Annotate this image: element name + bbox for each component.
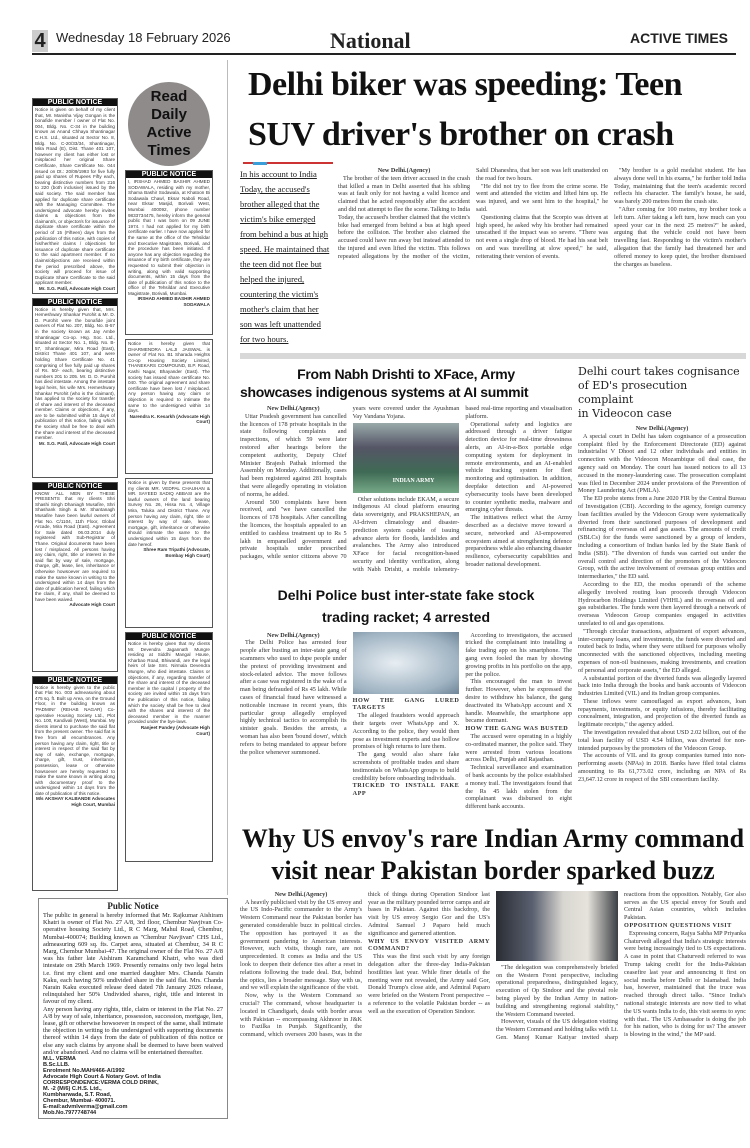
signature-line: CORRESPONDENCE:VERMA COLD DRINK, [43, 1080, 159, 1087]
right-story [578, 365, 746, 811]
notice-title: PUBLIC NOTICE [33, 99, 117, 106]
notice-title: PUBLIC NOTICE [126, 633, 212, 640]
paragraph: A heavily publicised visit by the US envoy and the US Indo-Pacific commander to the Army's Western Command near the Pakistan border has generated considerable buzz in political circles. The opposition has portrayed it as the government pandering to American interests. However, such visits, though rare, are not unprecedented. It comes as India and the US look to deepen their defence ties after a reset in relations following the trade deal. But, behind the optics, lies a broader message. Stay with us, and we will explain the significance of the visit. [240, 898, 362, 992]
article-body [578, 425, 746, 784]
paragraph: However, visuals of the US delegation visiting the Western Command and holding talks with Lt. Gen. Manoj Kumar Katiyar invited sharp reactions from the opposition. Notably, Gor also serves as the US special envoy for South and Central Asian countries, which includes Pakistan. [496, 890, 746, 1042]
article-body [240, 891, 746, 1042]
paragraph: The alleged fraudsters would approach their targets over WhatsApp and X. According to the police, they would then pose as investment experts and use hollow promises of high returns to lure them. [352, 712, 460, 751]
dateline: New Delhi.(Agency) [377, 167, 431, 174]
left-stories [240, 365, 572, 811]
article-body [240, 405, 572, 574]
accent-rule [243, 162, 333, 164]
promo-line: Active [146, 124, 192, 141]
headline-stock-racket[interactable] [240, 584, 572, 628]
paragraph: According to investigators, the accused tricked the complainant into installing a fake trading app on his smartphone. The gang even fooled the man by showing growing profits in his portfolio on the app, per the police. [465, 631, 572, 678]
notice-body: Notice is hereby given that, Mrs. Hemeshwary Shankar Purohit & Mr. D. D. Purohit were the bonafide joint owners of Flat No. 207, Bldg. No. B-57 in the society known as Jay Ambe Shantinagar Co-op. Hsg. Soc. Ltd., situated at Sector No. 1, Bldg. No. B-57, Shantinagar, Mira Road (East), District Thane 401 107, and were holding Share Certificate No. 41 comprising of five fully paid up shares of Rs. 50/- each, bearing distinctive numbers 201 to 205. Mr. D. D. Purohit has died intestate. Among the intestate legal heirs, his wife Mrs. Hemeshwary Shankar Purohit (who is the claimant), has applied to the society for transfer of share and interest of the deceased member. Claims or objections, if any, are to be submitted within 15 days of publication of this notice, failing which the society shall be free to deal with the share and interest of the deceased member. [35, 306, 115, 441]
dateline: New Delhi.(Agency) [267, 631, 320, 639]
promo-circle [128, 82, 210, 166]
headline-line: trading racket; 4 arrested [321, 608, 491, 625]
notice-body: Notice is hereby given to the public that Flat No. 003 admeasuring about 475 sq. ft. Built up Area, on the Ground Floor, in the building known as 'PADMINI' (REHAB NAGAR) Co-operative Housing Society Ltd., Plot No. 100, Kandivali (West), Mumbai. My clients intend to purchase the said flat from the present owner. The said flat is free from all encumbrances. Any person having any claim, right, title or interest in respect of the said flat by way of sale, exchange, mortgage, charge, gift, trust, inheritance, possession, lease or otherwise howsoever are hereby requested to make the same known in writing along with documentary proof to the undersigned within 14 days from the date of publication of this notice. [35, 684, 115, 796]
army-stall-photo [353, 423, 460, 493]
paragraph: "The delegation was comprehensively briefed on the Western Front perspective, including operational preparedness, distinguished legacy, execution of Op Sindoor and the pivotal role being played by the Indian Army in nation-building and strengthening regional stability," the Western Command tweeted. [496, 963, 618, 1018]
paragraph: This encouraged the man to invest further. However, when he expressed the desire to withdraw his balance, the gang deactivated its WhatsApp account and X handle. Meanwhile, the smartphone app became dormant. [465, 678, 572, 725]
paragraph: Now, why is the Western Command so crucial? The command, whose headquarter is located in Chandigarh, deals with border areas with Pakistan -- encompassing Akhnoor in J&K to Fazilka in Punjab. Significantly, the command, which oversees 200 bases, was in the thick of things during Operation Sindoor last year as the military pounded terror camps and air bases in Pakistan. Against this backdrop, the visit by US envoy Sergio Gor and the US's Admiral Samuel J Paparo held much significance and garnered attention. [240, 890, 490, 1039]
headline-line: in Videocon case [578, 407, 672, 420]
notice-signature: Shree Ram Tripathi (Advocate, Bombay High Court) [143, 547, 210, 558]
dateline: New Delhi.(Agency) [635, 425, 689, 432]
promo-line: Times [147, 142, 191, 159]
column-divider [227, 60, 228, 895]
public-notice [125, 632, 213, 862]
signature-line: Enrolment No.MAH/466-A/1992 [43, 1068, 125, 1075]
signature-line: Mob.No.7977748744 [43, 1110, 97, 1117]
headline-line: SUV driver's brother on crash [248, 116, 674, 153]
notice-title: PUBLIC NOTICE [33, 483, 117, 490]
notice-body: Notice is hereby given that DHARMENDRA LALJI JAISWAL is owner of Flat No. B1 Sharada Heights Co-op Housing Society Limited, THANEKARS COMPOUND, B.P. Road, Kashi Nagar, Bhayander (East). The society has issued share certificate No. 040. The original agreement and share certificate have been lost / misplaced. Any person having any claim or objection is required to intimate the same to the undersigned within 14 days. [128, 341, 210, 414]
header-rule [32, 53, 736, 55]
paragraph: The accused were operating in a highly co-ordinated manner, the police said. They were arrested from various locations across Delhi, Punjab and Rajasthan. [465, 732, 572, 764]
section-band [240, 353, 746, 359]
signature-line: Advocate High Court & Notary Govt. of India [43, 1074, 161, 1081]
paragraph: Around 500 complaints have been received, and "we have cancelled the licences of 178 hospitals. After cancelling the licences, the hospitals appealed to an entitled to cashless treatment up to Rs 5 lakh in empanelled government and private hospitals under prescribed packages, while senior citizens above 70 years were covered under the Ayushman Vay Vandana Yojana. [240, 405, 460, 561]
main-news-area [240, 60, 746, 1042]
handcuffs-photo [353, 632, 460, 694]
notice-title: PUBLIC NOTICE [33, 299, 117, 306]
headline-line: visit near Pakistan border sparked buzz [271, 855, 715, 885]
page-number: 4 [32, 30, 48, 52]
notice-body: I, IRSHAD AHMED BASHIR AHMED SODAWALA, residing with my mother, Shama Bashir Sodawala, at Khatoon Bi Sodawala Chawl, Eksar Naboli Road, near Eksar Masjid, Borivali West, Mumbai 400092, phone number 9833734475, hereby inform the general public that I was born on 09 JUNE 1974. I had not applied for my birth certificate earlier. I have now applied for the same at the office of the Tehsildar and Executive Magistrate, Borivali, and the procedure has been initiated. If anyone has any objection regarding the issuance of my birth certificate, they are requested to submit their objection in writing, along with valid supporting documents, within 15 days from the date of publication of this notice to the office of the Tehsildar and Executive Magistrate, Borivali, Mumbai. [128, 179, 210, 296]
section-title: National [330, 28, 411, 53]
paragraph: The gang would also share fake screenshots of profitable trades and share testimonials on WhatsApp groups to build credibility before onboarding individuals. [352, 751, 460, 782]
paragraph: Other solutions include EKAM, a secure indigenous AI cloud platform ensuring data sovereignty, and PRAKSHEPAN, an AI-driven climatology and disaster-prediction system capable of issuing advance alerts for floods, landslides and avalanches. The Army also introduced XFace for facial recognition-based security and identity verification, along with Nabh Drishti, a mobile telemetry-based real-time reporting and visualisation platform. [352, 405, 572, 573]
paragraph: "He did not try to flee from the crime scene. He went and attended the victim and lifted him up. He was injured, and we sent him to the hospital," he said. [476, 182, 608, 213]
paragraph: The accounts of VIL and its group companies turned into non-performing assets (NPAs) in 2018. Banks have filed total claims amounting to Rs 61,773.02 crore, including an NPA of Rs 23,647.12 crore in respect of the SBI consortium facility. [578, 752, 746, 783]
paragraph: This was the first such visit by any foreign delegation after the three-day India-Pakistan hostilities last year. While finer details of the meeting were not revealed, the Army said Gor, Donald Trump's close aide, and Admiral Paparo were briefed on the Western Front perspective -- a reference to the volatile Pakistan border -- as well as the execution of Operation Sindoor. [368, 953, 490, 1015]
headline-line: Delhi court takes cognisance [578, 365, 740, 378]
article-summary: In his account to India Today, the accused's brother alleged that the victim's bike emerged from behind a bus at high speed. He maintained that the teen did not flee but helped the injured, countering the victim's mother's claim that her son was left unattended for two hours. [240, 169, 330, 344]
signature-line: B.Sc.LLB. [43, 1062, 70, 1069]
paragraph: Questioning claims that the Scorpio was driven at high speed, he asked why his brother had remained unscathed if the impact was so severe. "There was not even a single drop of blood. He had his seat belt on and was travelling at slow speed," he said, reiterating their version of events. [476, 213, 608, 260]
paragraph: The ED probe stems from a June 2020 FIR by the Central Bureau of Investigation (CBI). According to the agency, foreign currency loan facilities availed by the Videocon Group were systematically diverted from their sanctioned purposes of development and refinancing of overseas oil and gas assets. The amounts of credit (SBLCs) for the funds were sanctioned by a group of lenders, including a consortium of Indian banks led by the State Bank of India (SBI). "The diversion of funds was carried out under the overall control and direction of the promoters of the Videocon Group, with the active involvement of overseas group entities and intermediaries," the ED said. [578, 495, 746, 581]
subheading: HOW THE GANG LURED TARGETS [352, 696, 460, 712]
promo-line: Daily [151, 106, 187, 123]
public-notice [32, 482, 118, 672]
headline-videocon[interactable] [578, 365, 746, 421]
public-notice [32, 98, 118, 294]
notice-signature: Advocate High Court [69, 602, 115, 608]
signature-line: Kumbharwada, S.T. Road, [43, 1092, 112, 1099]
paragraph: Expressing concern, Rajya Sabha MP Priyanka Chaturvedi alleged that India's strategic interests were being increasingly tied to US expectations. A case in point that Chaturvedi referred to was Trump taking credit for the India-Pakistan ceasefire last year and announcing it first on social media before Delhi or Islamabad. India has, however, maintained that the truce was reached through direct talks. "Since India's national strategic interests are now tied to what the US wants India to do, this visit seems to sync with that.. The US Ambassador is doing the job for his nation, who is doing for us? The answer is blowing in the wind," the MP said. [624, 929, 746, 1039]
signature-line: M.L. VERMA [43, 1056, 76, 1063]
notice-body: Notice is hereby given that my clients Mr. Devendra Jagannath Mungre residing at Siddhi Mangal House, Kharbao Road, Bhiwandi, are the legal heirs of late Smt. Nirmala Devendra Mungre, who died intestate. Claims or objections, if any, regarding transfer of the share and interest of the deceased member in the capital / property of the society are invited within 15 days from the publication of this notice, failing which the society shall be free to deal with the shares and interest of the deceased member in the manner provided under the bye-laws. [128, 641, 210, 725]
dateline: New Delhi.(Agency) [267, 405, 320, 412]
paragraph: The Delhi Police has arrested four people after busting an inter-state gang of scammers who used to dupe people under the pretext of providing investment and stock-related advice. The move follows after a case was registered in the wake of a man being defrauded of Rs 45 lakh. While cases of financial fraud have witnessed a noticeable increase in recent years, this particular group allegedly employed highly technical tactics to accomplish its sinister goals. Besides the arrests, a woman has also been 'bound down', which refers to being mandated to appear before the police whenever summoned. [240, 639, 347, 756]
article-body [338, 167, 746, 347]
promo-line: Read [150, 88, 188, 105]
subheading: TRICKED TO INSTALL FAKE APP [352, 782, 460, 798]
paragraph: According to the ED, the modus operandi of the scheme allegedly involved routing loan proceeds through Videocon Hydrocarbon Holdings Limited (VHHL) and its overseas oil and gas subsidiaries. The funds were then layered through a network of overseas Videocon Group companies engaged in activities unrelated to oil and gas operations. [578, 580, 746, 627]
public-notice [32, 676, 118, 891]
paragraph: The investigation revealed that about USD 2.02 billion, out of the total loan facility of USD 4.54 billion, was diverted for non-intended purposes by the promoters of the Videocon Group. [578, 729, 746, 752]
public-notice-large [38, 898, 228, 1119]
notice-body: Notice is given on behalf of my client that, Mr. Manisha Vijay Gongan is the bonafide member / owner of Flat No. 004, Bldg. No. C-34 in the building known as Anand Chhaya Shantinagar C.H.S. Ltd., situated at Sector No. 8, Bldg. No. C-20/33/34, Shantinagar, Mira Road (E), Dist. Thane 401 107, however my client has either lost or misplaced her original Share Certificate, Share Certificate No. 044 issued on Dt.: 20/09/1993 for five fully paid up shares of Rupees Fifty each, bearing distinctive numbers from 216 to 220 (both inclusive) issued by the said society. The said member has applied for duplicate share certificate with the Managing Committee. The undersigned advocate hereby invites claims & objections from the claimant/s, or objector/s for issuance of duplicate share certificate within the period of 15 (Fifteen) days from the publication of this notice, with copies of his/her/their claims / objections for issuance of duplicate share certificate to the said apartment member. If no claims/objections are received within the period prescribed above, the society will proceed for issue of Duplicate Share Certificate to the said applicant member. [35, 107, 115, 286]
paragraph: Uttar Pradesh government has cancelled the licences of 178 private hospitals in the state following complaints and inspections, of which 59 were later restored after hearings before the competent authority, Deputy Chief Minister Brajesh Pathak informed the Assembly on Monday. Additionally, cases had been registered against 281 hospitals that were allegedly operating in violation of norms, he added. [240, 412, 347, 498]
notice-signature: Narendra K. Kesarkh (Advocate High Court) [129, 413, 210, 425]
masthead-brand: ACTIVE TIMES [629, 30, 728, 46]
headline-line: Delhi Police bust inter-state fake stock [277, 586, 535, 603]
paragraph: Technical surveillance and examination of bank accounts by the police established a money trail. The investigators found that the Rs 45 lakh stolen from the complainant was disbursed to eight different bank accounts. [465, 764, 572, 811]
headline-biker[interactable] [240, 60, 746, 160]
photo-caption: INDIAN ARMY [392, 477, 435, 484]
public-notice [125, 478, 213, 628]
paragraph: These inflows were camouflaged as export advances, loan repayments, investments, or equity infusions, thereby facilitating concealment, integration, and projection of the diverted funds as legitimate receipts," the agency added. [578, 697, 746, 729]
headline-line: Delhi biker was speeding: Teen [248, 66, 683, 103]
signature-line: Chembur, Mumbai- 400071. [43, 1098, 116, 1105]
notice-paragraph: The public in general is hereby informed that Mr. Rajkumar Aishiram Khatri is owner of Flat No. 27 A/8, 3rd floor, Chembur Navjivan Co-operative housing Society Ltd., R C Marg, Mahul Road, Chembur, Mumbai-400074; Building known as "Chembur Navjivan" CHS Ltd., admeasuring 609 sq. fts. Carpet area, situated at Chembur, 34 R C Marg, Chembur Mumbai-47. The original owner of the Flat No. 27 A/8 was his father late Aishiram Karamchand Khatri, who was died intestate on 29th March 1969. Presently remains only two legal heirs i.e. first my client and one married daughter Mrs. Chanda Narain Kaku, each having 50% undivided share in the said flat. Mrs. Chanda Narain Kaku executed release deed dated 7th January 2026 release, relinquished her 50% Undivided shares, right, title and interest in favour of my client. [43, 912, 223, 1006]
paragraph: "After coming for 100 metres, my brother took a left turn. After taking a left turn, how much can you speed your car in the next 25 metres?" he asked, arguing that the vehicle could not have been travelling fast. Responding to the victim's mother's allegation that the family had threatened her and offered money to keep quiet, the brother dismissed the charges as baseless. [614, 205, 746, 268]
headline-line: From Nabh Drishti to XFace, Army [297, 366, 515, 382]
paragraph: "Through circular transactions, adjustment of export advances, inter-company loans, and investments, the funds were diverted and routed back to India, where they were utilised for purposes wholly unconnected with the sanctioned objectives, including meeting expenses of non-oil businesses, making investments, and creation of personal and corporate assets," the ED alleged. [578, 627, 746, 674]
headline-army-ai[interactable] [240, 365, 572, 401]
public-notice [125, 170, 213, 335]
envoy-meeting-photo [496, 891, 618, 961]
notice-body: KNOW ALL MEN BY THESE PRESENTS that my clients Shri Shashi Singh Dhaniagh Musafire, Shri Shashank Singh & Mr. Shantanagh Musafire have been lawful owners of Flat No. C/1104, 11th Floor, Global Arcade, Mira Road (East). Agreement for Sale dated 06.03.2014 duly registered with Sub-Registrar of Thane. Original documents have been lost / misplaced. All persons having any claim, right, title or interest in the said flat by way of sale, mortgage, charge, gift, lease, lien, inheritance or otherwise howsoever are required to make the same known in writing to the undersigned within 14 days from the date of publication hereof, failing which the claim, if any, shall be deemed to have been waived. [35, 490, 115, 602]
notices-column-a [32, 98, 118, 895]
subheading: HOW THE GANG WAS BUSTED [465, 725, 569, 733]
notice-paragraph: Any person having any rights, title, claim or interest in the Flat No. 27 A/8 by way of sale, inheritance, possession, succession, mortgage, lien, lease, gift or otherwise howsoever in respect of the same, shall intimate the objection in writing to the undersigned with supporting documents thereof within 14 days from the date of publication of this notice or else any such claims by anyone shall be deemed to have been waived and/or abandoned. And no claims will be entertained thereafter. [43, 1005, 223, 1056]
notices-column-b [125, 170, 213, 866]
paragraph: The brother of the teen driver accused in the crash that killed a man in Delhi asserted that his sibling was at fault only for not having a valid licence and claimed that he acted responsibly after the accident and did not attempt to flee the scene. Talking to India Today, the accused's brother claimed that the victim's bike had emerged from behind a bus at high speed before the collision. The brother also claimed the accused could have run away but instead attended to the injured and even lifted the victim. This follows repeated allegations by the mother of the victim, Sahil Dhaneshra, that her son was left unattended on the road for two hours. [338, 167, 608, 260]
paragraph: A substantial portion of the diverted funds was allegedly layered back into India through the books and bank accounts of Videocon Industries Limited (VIL) and its Indian group companies. [578, 674, 746, 698]
paragraph: A special court in Delhi has taken cognisance of a prosecution complaint filed by the Enforcement Directorate (ED) against industrialist V Dhoot and 12 other individuals and entities in connection with the Videocon Mozambique oil deal case, the agency said on Monday. The court has issued notices to all 13 accused in the money-laundering case. The prosecution complaint was filed in December 2024 under provisions of the Prevention of Money Laundering Act (PMLA). [578, 432, 746, 495]
headline-us-envoy[interactable] [240, 823, 746, 887]
paragraph: "My brother is a gold medalist student. He has always done well in his exams," he further told India Today, maintaining that the teen's academic record reflects his character. The family's house, he said, was barely 200 metres from the crash site. [614, 167, 746, 206]
paragraph: Operational safety and logistics are addressed through a driver fatigue detection device for real-time drowsiness alerts, an AI-in-a-Box portable edge computing system for deployment in remote environments, and an AI-enabled vehicle tracking system for fleet monitoring and optimisation. In addition, deepfake detection and AI-powered cybersecurity tools have been developed to counter synthetic media, malware and emerging cyber threats. [465, 420, 572, 514]
public-notice [125, 339, 213, 474]
subheading: WHY US ENVOY VISITED ARMY COMMAND? [368, 937, 490, 953]
public-notice [32, 298, 118, 478]
signature-line: M. -2 (M/6) C.H.S. Ltd., [43, 1086, 102, 1093]
headline-line: showcases indigenous systems at AI summit [240, 384, 529, 400]
notice-title: Public Notice [107, 901, 159, 911]
headline-line: Why US envoy's rare Indian Army command [241, 823, 745, 853]
notice-signature: M/s AKSHAY KALBANDE Advocates High Court, Mumbai [35, 796, 115, 808]
notice-signature: Mr. S.G. Patil, Advocate High Court [38, 440, 115, 446]
notice-signature: IRSHAD AHMED BASHIR AHMED SODAWALA [137, 296, 210, 308]
issue-date: Wednesday 18 February 2026 [56, 30, 231, 45]
subheading: OPPOSITION QUESTIONS VISIT [624, 922, 732, 930]
notice-signature: Mr. S.G. Patil, Advocate High Court [38, 286, 115, 291]
headline-line: of ED's prosecution complaint [578, 379, 688, 406]
signature-line: E-mail:advmlverma@gmail.com [43, 1104, 128, 1111]
notice-body: Notice is given by these presents that my clients MR. VEDPAL CHAUHAN & MR. SAYEED SADIQ ABBASI are the lawful owners of the land bearing Survey No. 26, Hissa No. 4, Village Mira, Taluka and District Thane. Any person having any claim, right, title or interest by way of sale, lease, mortgage, gift, inheritance or otherwise should intimate the same to the undersigned within 15 days from the date hereof. [128, 480, 210, 547]
dateline: New Delhi.(Agency) [274, 890, 328, 898]
notice-signature: Ranjeet Pandey (Advocate High Court) [140, 724, 210, 736]
notice-title: PUBLIC NOTICE [126, 171, 212, 178]
article-body [240, 632, 572, 811]
paragraph: The initiatives reflect what the Army described as a decisive move toward a secure, networked and AI-empowered ecosystem aimed at strengthening defence preparedness while also enhancing disaster resilience, cybersecurity capabilities and broader national development. [465, 514, 572, 568]
notice-title: PUBLIC NOTICE [33, 677, 117, 684]
